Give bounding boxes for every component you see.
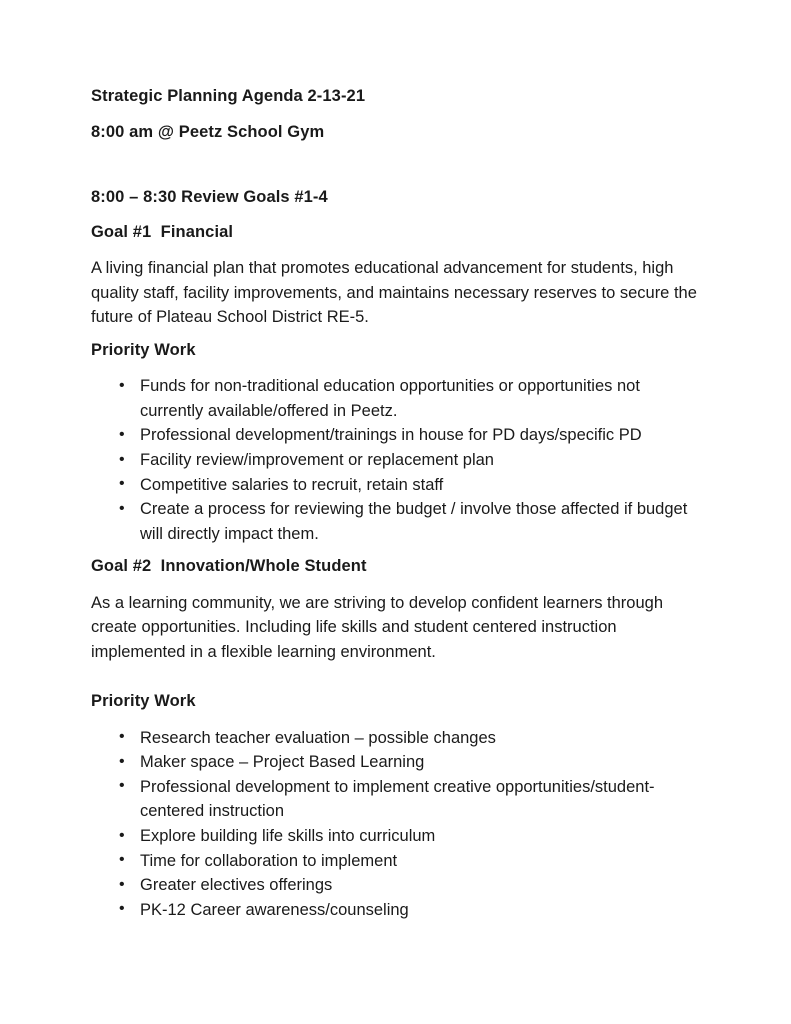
meeting-time-location: 8:00 am @ Peetz School Gym bbox=[91, 122, 325, 141]
section-spacer bbox=[91, 664, 697, 693]
list-item: • Time for collaboration to implement bbox=[91, 849, 697, 874]
list-item: • Funds for non-traditional education opportunities or opportunities not currently available/offered in Peetz. bbox=[91, 374, 697, 423]
agenda-item-review-goals: 8:00 – 8:30 Review Goals #1-4 bbox=[91, 187, 328, 206]
goal-1-heading: Goal #1 Financial bbox=[91, 222, 234, 241]
list-item: • Professional development to implement creative opportunities/student-centered instruction bbox=[91, 775, 697, 824]
list-item: • Greater electives offerings bbox=[91, 873, 697, 898]
list-item: • Explore building life skills into curriculum bbox=[91, 824, 697, 849]
list-item: • PK-12 Career awareness/counseling bbox=[91, 898, 697, 923]
document-body bbox=[91, 87, 702, 922]
goal-1-body: A living financial plan that promotes educational advancement for students, high quality staff, facility improvements, and maintains necessary reserves to secure the future of Plateau School District RE-5. bbox=[91, 259, 702, 327]
document-title: Strategic Planning Agenda 2-13-21 bbox=[91, 87, 366, 105]
list-item: • Maker space – Project Based Learning bbox=[91, 750, 697, 775]
list-item: • Competitive salaries to recruit, retain staff bbox=[91, 473, 697, 498]
goal-2-priority-work-label: Priority Work bbox=[91, 692, 196, 711]
list-item: • Create a process for reviewing the budget / involve those affected if budget will directly impact them. bbox=[91, 497, 697, 546]
list-item: • Professional development/trainings in house for PD days/specific PD bbox=[91, 423, 697, 448]
list-item: • Facility review/improvement or replacement plan bbox=[91, 448, 697, 473]
goal-2-priority-work-list bbox=[91, 726, 697, 923]
goal-2-body: As a learning community, we are striving to develop confident learners through create opportunities. Including life skills and student centered instruction implemented in a flexible learning environment. bbox=[91, 593, 668, 661]
goal-1-priority-work-list bbox=[91, 374, 697, 546]
section-spacer bbox=[91, 160, 697, 189]
goal-1-priority-work-label: Priority Work bbox=[91, 340, 196, 359]
list-item: • Research teacher evaluation – possible changes bbox=[91, 726, 697, 751]
goal-2-heading: Goal #2 Innovation/Whole Student bbox=[91, 557, 367, 576]
